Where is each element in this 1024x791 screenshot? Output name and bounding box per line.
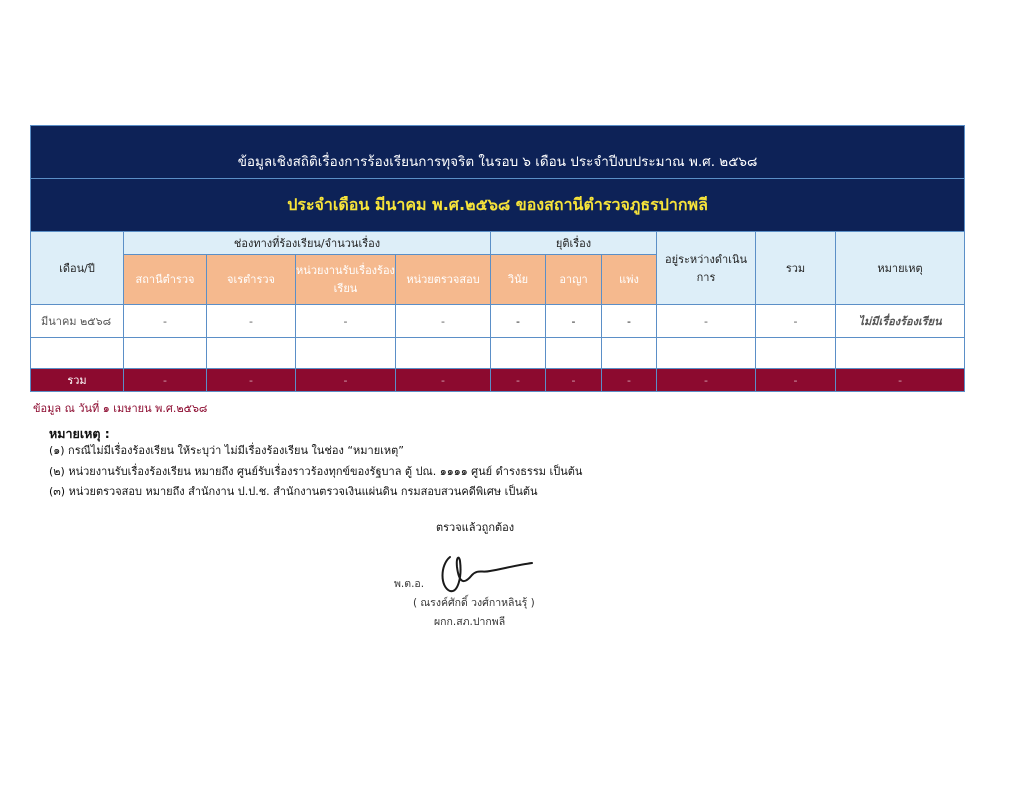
report-subtitle: ประจำเดือน มีนาคม พ.ศ.๒๕๖๘ ของสถานีตำรวจภูธรปากพลี <box>31 179 965 232</box>
verified-label: ตรวจแล้วถูกต้อง <box>436 521 515 534</box>
table-row <box>31 305 965 338</box>
header-criminal: อาญา <box>546 255 602 305</box>
table-cell: - <box>546 369 602 392</box>
table-cell: - <box>396 305 491 338</box>
report-title: ข้อมูลเชิงสถิติเรื่องการร้องเรียนการทุจริต ในรอบ ๖ เดือน ประจำปีงบประมาณ พ.ศ. ๒๕๖๘ <box>31 126 965 179</box>
note-item: (๓) หน่วยตรวจสอบ หมายถึง สำนักงาน ป.ป.ช. สำนักงานตรวจเงินแผ่นดิน กรมสอบสวนคดีพิเศษ เป็นต้น <box>49 485 538 498</box>
header-total: รวม <box>756 232 836 305</box>
signer-position: ผกก.สภ.ปากพลี <box>434 616 506 628</box>
signer-name: ( ณรงค์ศักดิ์ วงศ์กาหลินรุ้ ) <box>413 597 535 609</box>
header-civil: แพ่ง <box>602 255 657 305</box>
header-remark: หมายเหตุ <box>836 232 965 305</box>
table-cell: - <box>546 305 602 338</box>
table-cell: - <box>124 305 207 338</box>
notes-title: หมายเหตุ : <box>49 426 110 441</box>
table-cell: - <box>602 305 657 338</box>
table-cell: - <box>602 369 657 392</box>
table-cell: - <box>124 369 207 392</box>
table-cell: - <box>296 369 396 392</box>
table-cell: - <box>756 369 836 392</box>
table-cell: - <box>207 369 296 392</box>
table-row-empty <box>31 338 965 369</box>
note-item: (๒) หน่วยงานรับเรื่องร้องเรียน หมายถึง ศูนย์รับเรื่องราวร้องทุกข์ของรัฐบาล ตู้ ปณ. ๑๑๑๑ ศูนย์ ดำรงธรรม เป็นต้น <box>49 465 583 478</box>
total-label: รวม <box>31 369 124 392</box>
table-cell: - <box>207 305 296 338</box>
header-closed: ยุติเรื่อง <box>491 232 657 255</box>
header-complaint-agency: หน่วยงานรับเรื่องร้องเรียน <box>296 255 396 305</box>
data-as-of-date: ข้อมูล ณ วันที่ ๑ เมษายน พ.ศ.๒๕๖๘ <box>33 402 208 415</box>
header-in-progress: อยู่ระหว่างดำเนินการ <box>657 232 756 305</box>
cell-month: มีนาคม ๒๕๖๘ <box>31 305 124 338</box>
table-cell: - <box>756 305 836 338</box>
table-cell: - <box>491 369 546 392</box>
header-disciplinary: วินัย <box>491 255 546 305</box>
header-police-inspector: จเรตำรวจ <box>207 255 296 305</box>
header-month-year: เดือน/ปี <box>31 232 124 305</box>
table-cell: - <box>657 305 756 338</box>
table-row-total <box>31 369 965 392</box>
table-cell: - <box>657 369 756 392</box>
statistics-table <box>30 125 965 392</box>
header-police-station: สถานีตำรวจ <box>124 255 207 305</box>
header-audit-agency: หน่วยตรวจสอบ <box>396 255 491 305</box>
table-cell: - <box>836 369 965 392</box>
table-cell: - <box>296 305 396 338</box>
table-cell: - <box>396 369 491 392</box>
cell-remark: ไม่มีเรื่องร้องเรียน <box>836 305 965 338</box>
table-cell: - <box>491 305 546 338</box>
handwritten-signature <box>432 547 540 597</box>
signer-rank: พ.ต.อ. <box>394 578 425 590</box>
note-item: (๑) กรณีไม่มีเรื่องร้องเรียน ให้ระบุว่า ไม่มีเรื่องร้องเรียน ในช่อง “หมายเหตุ” <box>49 444 405 457</box>
header-channels: ช่องทางที่ร้องเรียน/จำนวนเรื่อง <box>124 232 491 255</box>
